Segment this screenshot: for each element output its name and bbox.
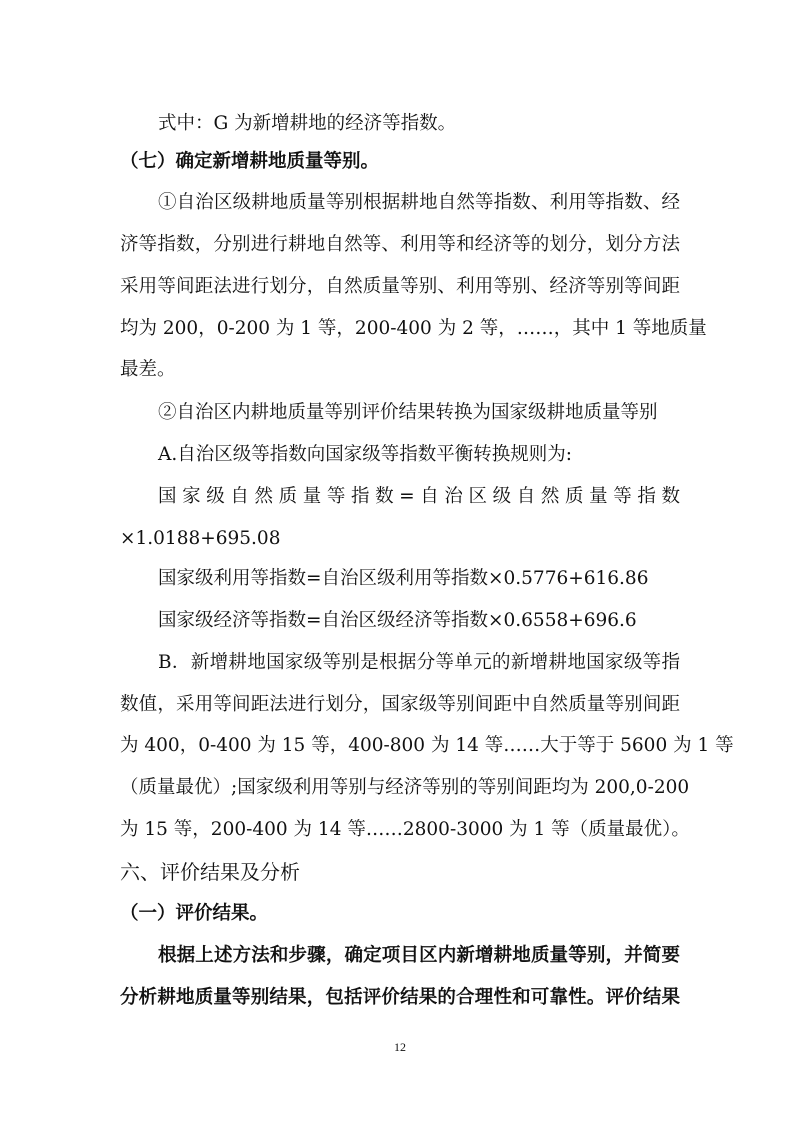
paragraph-line: ①自治区级耕地质量等别根据耕地自然等指数、利用等指数、经 <box>158 192 680 213</box>
formula-utilization: 国家级利用等指数=自治区级利用等指数×0.5776+616.86 <box>158 568 649 589</box>
paragraph-line: 分析耕地质量等别结果，包括评价结果的合理性和可靠性。评价结果 <box>120 987 680 1008</box>
subheading-results: （一）评价结果。 <box>120 903 269 924</box>
paragraph-line: 根据上述方法和步骤，确定项目区内新增耕地质量等别，并简要 <box>158 945 680 966</box>
section-heading: 六、评价结果及分析 <box>120 860 300 884</box>
heading-determine-grade: （七）确定新增耕地质量等别。 <box>120 151 380 172</box>
formula-natural-line: ×1.0188+695.08 <box>120 528 281 549</box>
paragraph-line: ②自治区内耕地质量等别评价结果转换为国家级耕地质量等别 <box>158 402 658 423</box>
paragraph-line: 为 15 等，200-400 为 14 等……2800-3000 为 1 等（质量最优）。 <box>120 819 690 840</box>
formula-note: 式中：G 为新增耕地的经济等指数。 <box>158 113 457 134</box>
paragraph-line: 均为 200，0-200 为 1 等，200-400 为 2 等，……，其中 1 等地质量 <box>120 318 707 339</box>
paragraph-line: 济等指数，分别进行耕地自然等、利用等和经济等的划分，划分方法 <box>120 234 680 255</box>
paragraph-line: 最差。 <box>120 359 176 380</box>
paragraph-line: （质量最优）;国家级利用等别与经济等别的等别间距均为 200,0-200 <box>120 777 690 798</box>
paragraph-line: 采用等间距法进行划分，自然质量等别、利用等别、经济等别等间距 <box>120 276 680 297</box>
formula-natural-line: 国家级自然质量等指数=自治区级自然质量等指数 <box>158 486 680 507</box>
paragraph-line: 为 400，0-400 为 15 等，400-800 为 14 等……大于等于 5600 为 1 等 <box>120 735 734 756</box>
paragraph-line: B．新增耕地国家级等别是根据分等单元的新增耕地国家级等指 <box>158 652 680 673</box>
paragraph-line: 数值，采用等间距法进行划分，国家级等别间距中自然质量等别间距 <box>120 694 680 715</box>
page-number: 12 <box>394 1040 406 1054</box>
formula-economic: 国家级经济等指数=自治区级经济等指数×0.6558+696.6 <box>158 610 637 631</box>
paragraph-line: A.自治区级等指数向国家级等指数平衡转换规则为: <box>158 444 572 465</box>
